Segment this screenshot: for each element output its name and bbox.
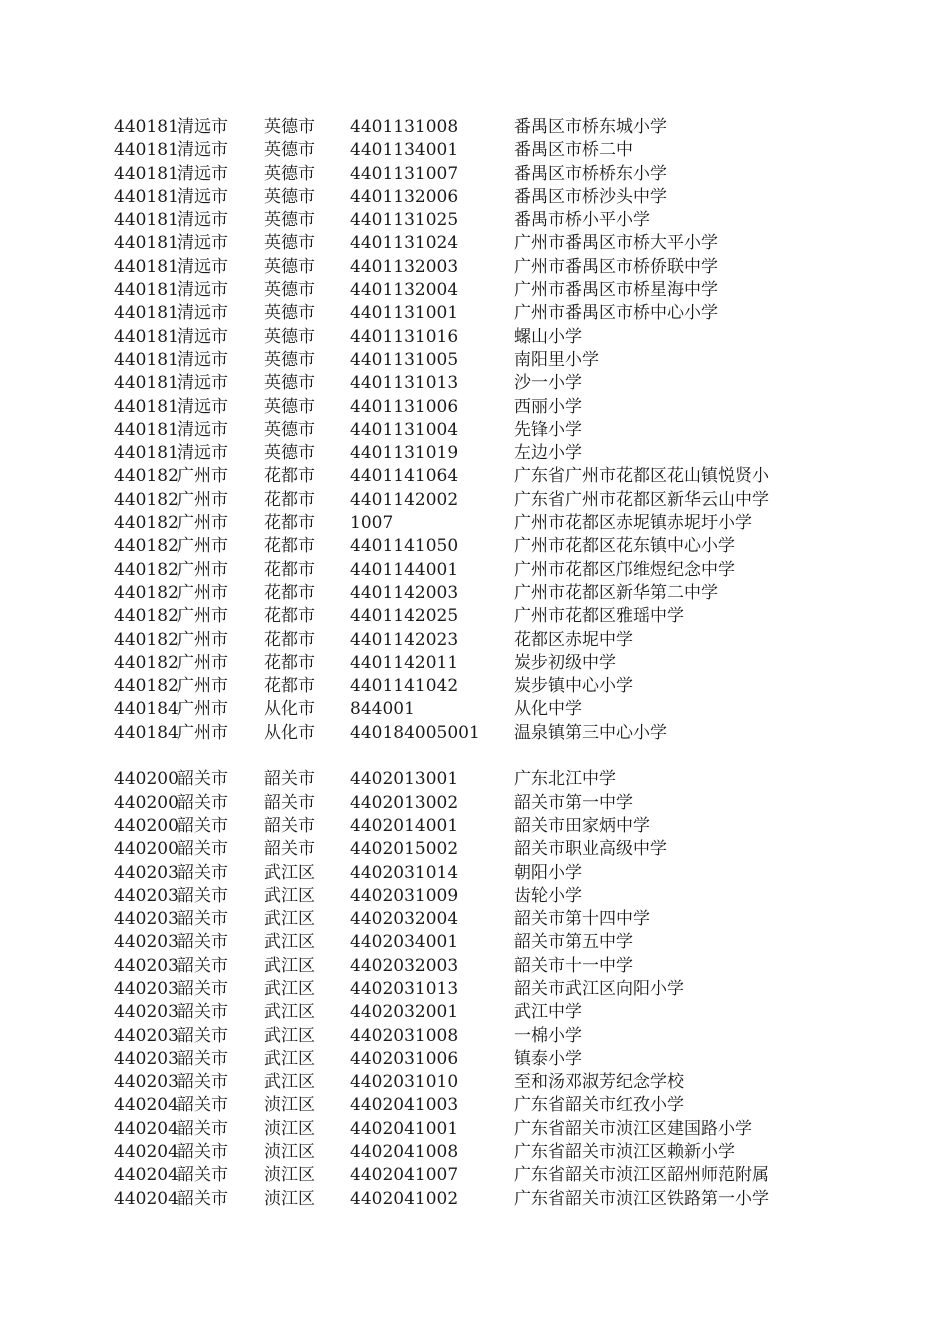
school-name-cell: 一棉小学 bbox=[514, 1025, 582, 1046]
district-cell: 花都市 bbox=[264, 559, 315, 580]
district-cell: 花都市 bbox=[264, 606, 315, 627]
region-code-cell: 440204 bbox=[114, 1165, 179, 1186]
school-name-cell: 广州市番禺区市桥星海中学 bbox=[514, 280, 718, 301]
school-id-cell: 440184005001 bbox=[350, 722, 480, 743]
school-name-cell: 左边小学 bbox=[514, 443, 582, 464]
school-id-cell: 4401131008 bbox=[350, 117, 459, 137]
region-code-cell: 440181 bbox=[114, 280, 179, 301]
school-name-cell: 从化中学 bbox=[514, 699, 582, 720]
region-code-cell: 440203 bbox=[114, 1048, 179, 1069]
city-cell: 清远市 bbox=[177, 373, 228, 394]
district-cell: 英德市 bbox=[264, 326, 315, 347]
school-name-cell: 广州市花都区赤坭镇赤坭圩小学 bbox=[514, 513, 752, 534]
school-name-cell: 番禺区市桥东城小学 bbox=[514, 117, 667, 137]
city-cell: 广州市 bbox=[177, 536, 228, 557]
district-cell: 英德市 bbox=[264, 256, 315, 277]
school-name-cell: 炭步初级中学 bbox=[514, 652, 616, 673]
school-id-cell: 4401142025 bbox=[350, 606, 459, 627]
school-id-cell: 4401131016 bbox=[350, 326, 459, 347]
school-name-cell: 武江中学 bbox=[514, 1002, 582, 1023]
school-name-cell: 番禺区市桥桥东小学 bbox=[514, 163, 667, 184]
district-cell: 武江区 bbox=[264, 932, 315, 953]
district-cell: 武江区 bbox=[264, 1048, 315, 1069]
region-code-cell: 440182 bbox=[114, 652, 179, 673]
region-code-cell: 440182 bbox=[114, 536, 179, 557]
school-name-cell: 朝阳小学 bbox=[514, 862, 582, 883]
school-name-cell: 镇泰小学 bbox=[514, 1048, 582, 1069]
school-name-cell: 至和汤邓淑芳纪念学校 bbox=[514, 1072, 684, 1093]
school-name-cell: 沙一小学 bbox=[514, 373, 582, 394]
district-cell: 英德市 bbox=[264, 443, 315, 464]
city-cell: 广州市 bbox=[177, 606, 228, 627]
school-id-cell: 4401131025 bbox=[350, 210, 459, 231]
district-cell: 英德市 bbox=[264, 303, 315, 324]
district-cell: 武江区 bbox=[264, 978, 315, 999]
region-code-cell: 440200 bbox=[114, 769, 179, 790]
school-id-cell: 4402031014 bbox=[350, 862, 459, 883]
city-cell: 韶关市 bbox=[177, 1165, 228, 1186]
region-code-cell: 440203 bbox=[114, 862, 179, 883]
school-id-cell: 4402031013 bbox=[350, 978, 459, 999]
school-id-cell: 4402041007 bbox=[350, 1165, 459, 1186]
region-code-cell: 440181 bbox=[114, 373, 179, 394]
school-name-cell: 韶关市第五中学 bbox=[514, 932, 633, 953]
city-cell: 韶关市 bbox=[177, 1048, 228, 1069]
school-id-cell: 4402015002 bbox=[350, 839, 459, 860]
district-cell: 花都市 bbox=[264, 536, 315, 557]
city-cell: 清远市 bbox=[177, 303, 228, 324]
school-id-cell: 4401141050 bbox=[350, 536, 459, 557]
school-id-cell: 4402041008 bbox=[350, 1142, 459, 1163]
region-code-cell: 440182 bbox=[114, 466, 179, 487]
region-code-cell: 440181 bbox=[114, 256, 179, 277]
district-cell: 浈江区 bbox=[264, 1142, 315, 1163]
city-cell: 韶关市 bbox=[177, 1025, 228, 1046]
district-cell: 武江区 bbox=[264, 909, 315, 930]
region-code-cell: 440181 bbox=[114, 396, 179, 417]
district-cell: 花都市 bbox=[264, 489, 315, 510]
city-cell: 韶关市 bbox=[177, 862, 228, 883]
school-id-cell: 4402014001 bbox=[350, 815, 459, 836]
district-cell: 武江区 bbox=[264, 1025, 315, 1046]
region-code-cell: 440181 bbox=[114, 117, 179, 137]
region-code-cell: 440204 bbox=[114, 1188, 179, 1209]
district-cell: 武江区 bbox=[264, 1072, 315, 1093]
district-cell: 花都市 bbox=[264, 652, 315, 673]
city-cell: 广州市 bbox=[177, 722, 228, 743]
school-id-cell: 4402031009 bbox=[350, 885, 459, 906]
school-id-cell: 4402031010 bbox=[350, 1072, 459, 1093]
district-cell: 英德市 bbox=[264, 349, 315, 370]
city-cell: 广州市 bbox=[177, 699, 228, 720]
district-cell: 从化市 bbox=[264, 722, 315, 743]
region-code-cell: 440182 bbox=[114, 559, 179, 580]
city-cell: 广州市 bbox=[177, 513, 228, 534]
school-id-cell: 4401141042 bbox=[350, 676, 459, 697]
city-cell: 韶关市 bbox=[177, 1142, 228, 1163]
city-cell: 韶关市 bbox=[177, 978, 228, 999]
city-cell: 韶关市 bbox=[177, 839, 228, 860]
region-code-cell: 440203 bbox=[114, 932, 179, 953]
school-name-cell: 韶关市第一中学 bbox=[514, 792, 633, 813]
city-cell: 清远市 bbox=[177, 140, 228, 161]
school-name-cell: 番禺市桥小平小学 bbox=[514, 210, 650, 231]
school-name-cell: 南阳里小学 bbox=[514, 349, 599, 370]
city-cell: 清远市 bbox=[177, 233, 228, 254]
district-cell: 浈江区 bbox=[264, 1095, 315, 1116]
district-cell: 花都市 bbox=[264, 466, 315, 487]
school-name-cell: 广东省韶关市浈江区建国路小学 bbox=[514, 1118, 752, 1139]
region-code-cell: 440181 bbox=[114, 186, 179, 207]
school-name-cell: 广东北江中学 bbox=[514, 769, 616, 790]
school-id-cell: 4401131006 bbox=[350, 396, 459, 417]
region-code-cell: 440203 bbox=[114, 1025, 179, 1046]
district-cell: 韶关市 bbox=[264, 769, 315, 790]
region-code-cell: 440181 bbox=[114, 303, 179, 324]
school-name-cell: 广东省广州市花都区新华云山中学 bbox=[514, 489, 769, 510]
district-cell: 韶关市 bbox=[264, 815, 315, 836]
school-id-cell: 4401131001 bbox=[350, 303, 459, 324]
school-id-cell: 4402032001 bbox=[350, 1002, 459, 1023]
district-cell: 英德市 bbox=[264, 117, 315, 137]
school-name-cell: 花都区赤坭中学 bbox=[514, 629, 633, 650]
region-code-cell: 440182 bbox=[114, 489, 179, 510]
district-cell: 英德市 bbox=[264, 373, 315, 394]
district-cell: 浈江区 bbox=[264, 1188, 315, 1209]
school-name-cell: 温泉镇第三中心小学 bbox=[514, 722, 667, 743]
district-cell: 花都市 bbox=[264, 629, 315, 650]
school-name-cell: 广东省韶关市浈江区赖新小学 bbox=[514, 1142, 735, 1163]
city-cell: 广州市 bbox=[177, 676, 228, 697]
school-name-cell: 广州市花都区花东镇中心小学 bbox=[514, 536, 735, 557]
region-code-cell: 440204 bbox=[114, 1095, 179, 1116]
school-name-cell: 韶关市武江区向阳小学 bbox=[514, 978, 684, 999]
school-id-cell: 4401142023 bbox=[350, 629, 459, 650]
district-cell: 武江区 bbox=[264, 1002, 315, 1023]
school-id-cell: 4402041001 bbox=[350, 1118, 459, 1139]
school-name-cell: 广东省韶关市浈江区韶州师范附属 bbox=[514, 1165, 769, 1186]
school-name-cell: 炭步镇中心小学 bbox=[514, 676, 633, 697]
school-name-cell: 番禺区市桥沙头中学 bbox=[514, 186, 667, 207]
region-code-cell: 440182 bbox=[114, 606, 179, 627]
school-id-cell: 4402013001 bbox=[350, 769, 459, 790]
region-code-cell: 440203 bbox=[114, 955, 179, 976]
school-id-cell: 4402032004 bbox=[350, 909, 459, 930]
city-cell: 清远市 bbox=[177, 443, 228, 464]
region-code-cell: 440203 bbox=[114, 909, 179, 930]
district-cell: 浈江区 bbox=[264, 1165, 315, 1186]
city-cell: 广州市 bbox=[177, 652, 228, 673]
city-cell: 韶关市 bbox=[177, 769, 228, 790]
region-code-cell: 440200 bbox=[114, 839, 179, 860]
school-name-cell: 先锋小学 bbox=[514, 419, 582, 440]
school-id-cell: 4401131013 bbox=[350, 373, 459, 394]
district-cell: 英德市 bbox=[264, 140, 315, 161]
city-cell: 韶关市 bbox=[177, 1002, 228, 1023]
school-id-cell: 4401144001 bbox=[350, 559, 459, 580]
city-cell: 广州市 bbox=[177, 466, 228, 487]
school-id-cell: 4401142003 bbox=[350, 582, 459, 603]
school-name-cell: 韶关市田家炳中学 bbox=[514, 815, 650, 836]
school-name-cell: 齿轮小学 bbox=[514, 885, 582, 906]
school-id-cell: 4402041003 bbox=[350, 1095, 459, 1116]
city-cell: 广州市 bbox=[177, 489, 228, 510]
district-cell: 英德市 bbox=[264, 186, 315, 207]
region-code-cell: 440182 bbox=[114, 629, 179, 650]
city-cell: 韶关市 bbox=[177, 1072, 228, 1093]
city-cell: 清远市 bbox=[177, 396, 228, 417]
region-code-cell: 440184 bbox=[114, 699, 179, 720]
city-cell: 韶关市 bbox=[177, 815, 228, 836]
school-id-cell: 1007 bbox=[350, 513, 394, 534]
district-cell: 浈江区 bbox=[264, 1118, 315, 1139]
school-name-cell: 广州市番禺区市桥侨联中学 bbox=[514, 256, 718, 277]
district-cell: 韶关市 bbox=[264, 839, 315, 860]
school-id-cell: 4401131019 bbox=[350, 443, 459, 464]
school-id-cell: 4402031006 bbox=[350, 1048, 459, 1069]
region-code-cell: 440203 bbox=[114, 1002, 179, 1023]
school-id-cell: 4401131007 bbox=[350, 163, 459, 184]
region-code-cell: 440203 bbox=[114, 1072, 179, 1093]
school-name-cell: 广州市番禺区市桥大平小学 bbox=[514, 233, 718, 254]
school-id-cell: 4402013002 bbox=[350, 792, 459, 813]
district-cell: 韶关市 bbox=[264, 792, 315, 813]
region-code-cell: 440181 bbox=[114, 210, 179, 231]
city-cell: 韶关市 bbox=[177, 909, 228, 930]
region-code-cell: 440181 bbox=[114, 163, 179, 184]
school-name-cell: 广州市番禺区市桥中心小学 bbox=[514, 303, 718, 324]
region-code-cell: 440200 bbox=[114, 792, 179, 813]
school-name-cell: 韶关市职业高级中学 bbox=[514, 839, 667, 860]
region-code-cell: 440182 bbox=[114, 513, 179, 534]
school-id-cell: 4401134001 bbox=[350, 140, 459, 161]
district-cell: 武江区 bbox=[264, 885, 315, 906]
school-name-cell: 广东省韶关市浈江区铁路第一小学 bbox=[514, 1188, 769, 1209]
region-code-cell: 440181 bbox=[114, 326, 179, 347]
school-id-cell: 4401131024 bbox=[350, 233, 459, 254]
region-code-cell: 440181 bbox=[114, 140, 179, 161]
school-id-cell: 4401142011 bbox=[350, 652, 459, 673]
city-cell: 清远市 bbox=[177, 349, 228, 370]
region-code-cell: 440200 bbox=[114, 815, 179, 836]
city-cell: 韶关市 bbox=[177, 955, 228, 976]
district-cell: 花都市 bbox=[264, 513, 315, 534]
region-code-cell: 440181 bbox=[114, 443, 179, 464]
region-code-cell: 440184 bbox=[114, 722, 179, 743]
school-name-cell: 广州市花都区邝维煜纪念中学 bbox=[514, 559, 735, 580]
district-cell: 武江区 bbox=[264, 955, 315, 976]
district-cell: 武江区 bbox=[264, 862, 315, 883]
region-code-cell: 440203 bbox=[114, 978, 179, 999]
school-name-cell: 广州市花都区新华第二中学 bbox=[514, 582, 718, 603]
region-code-cell: 440181 bbox=[114, 349, 179, 370]
region-code-cell: 440181 bbox=[114, 233, 179, 254]
city-cell: 清远市 bbox=[177, 256, 228, 277]
city-cell: 韶关市 bbox=[177, 932, 228, 953]
city-cell: 清远市 bbox=[177, 326, 228, 347]
district-cell: 英德市 bbox=[264, 396, 315, 417]
region-code-cell: 440204 bbox=[114, 1142, 179, 1163]
district-cell: 花都市 bbox=[264, 676, 315, 697]
school-id-cell: 4401132004 bbox=[350, 280, 459, 301]
school-id-cell: 4401131004 bbox=[350, 419, 459, 440]
district-cell: 英德市 bbox=[264, 419, 315, 440]
school-id-cell: 4401132006 bbox=[350, 186, 459, 207]
school-id-cell: 4402041002 bbox=[350, 1188, 459, 1209]
district-cell: 英德市 bbox=[264, 163, 315, 184]
district-cell: 花都市 bbox=[264, 582, 315, 603]
city-cell: 清远市 bbox=[177, 210, 228, 231]
region-code-cell: 440182 bbox=[114, 582, 179, 603]
city-cell: 清远市 bbox=[177, 186, 228, 207]
city-cell: 韶关市 bbox=[177, 1095, 228, 1116]
school-name-cell: 番禺区市桥二中 bbox=[514, 140, 633, 161]
school-id-cell: 4402032003 bbox=[350, 955, 459, 976]
region-code-cell: 440182 bbox=[114, 676, 179, 697]
school-id-cell: 4402034001 bbox=[350, 932, 459, 953]
school-name-cell: 广东省韶关市红孜小学 bbox=[514, 1095, 684, 1116]
region-code-cell: 440204 bbox=[114, 1118, 179, 1139]
city-cell: 广州市 bbox=[177, 559, 228, 580]
region-code-cell: 440181 bbox=[114, 419, 179, 440]
school-id-cell: 4401131005 bbox=[350, 349, 459, 370]
city-cell: 广州市 bbox=[177, 582, 228, 603]
city-cell: 清远市 bbox=[177, 419, 228, 440]
school-id-cell: 844001 bbox=[350, 699, 415, 720]
district-cell: 英德市 bbox=[264, 210, 315, 231]
school-name-cell: 螺山小学 bbox=[514, 326, 582, 347]
city-cell: 清远市 bbox=[177, 117, 228, 137]
district-cell: 英德市 bbox=[264, 280, 315, 301]
city-cell: 清远市 bbox=[177, 163, 228, 184]
school-name-cell: 韶关市十一中学 bbox=[514, 955, 633, 976]
school-id-cell: 4401142002 bbox=[350, 489, 459, 510]
school-id-cell: 4402031008 bbox=[350, 1025, 459, 1046]
city-cell: 韶关市 bbox=[177, 1188, 228, 1209]
district-cell: 从化市 bbox=[264, 699, 315, 720]
school-id-cell: 4401132003 bbox=[350, 256, 459, 277]
school-name-cell: 西丽小学 bbox=[514, 396, 582, 417]
school-name-cell: 广东省广州市花都区花山镇悦贤小 bbox=[514, 466, 769, 487]
school-id-cell: 4401141064 bbox=[350, 466, 459, 487]
school-name-cell: 广州市花都区雅瑶中学 bbox=[514, 606, 684, 627]
district-cell: 英德市 bbox=[264, 233, 315, 254]
region-code-cell: 440203 bbox=[114, 885, 179, 906]
city-cell: 韶关市 bbox=[177, 792, 228, 813]
city-cell: 韶关市 bbox=[177, 885, 228, 906]
school-name-cell: 韶关市第十四中学 bbox=[514, 909, 650, 930]
city-cell: 广州市 bbox=[177, 629, 228, 650]
city-cell: 韶关市 bbox=[177, 1118, 228, 1139]
city-cell: 清远市 bbox=[177, 280, 228, 301]
